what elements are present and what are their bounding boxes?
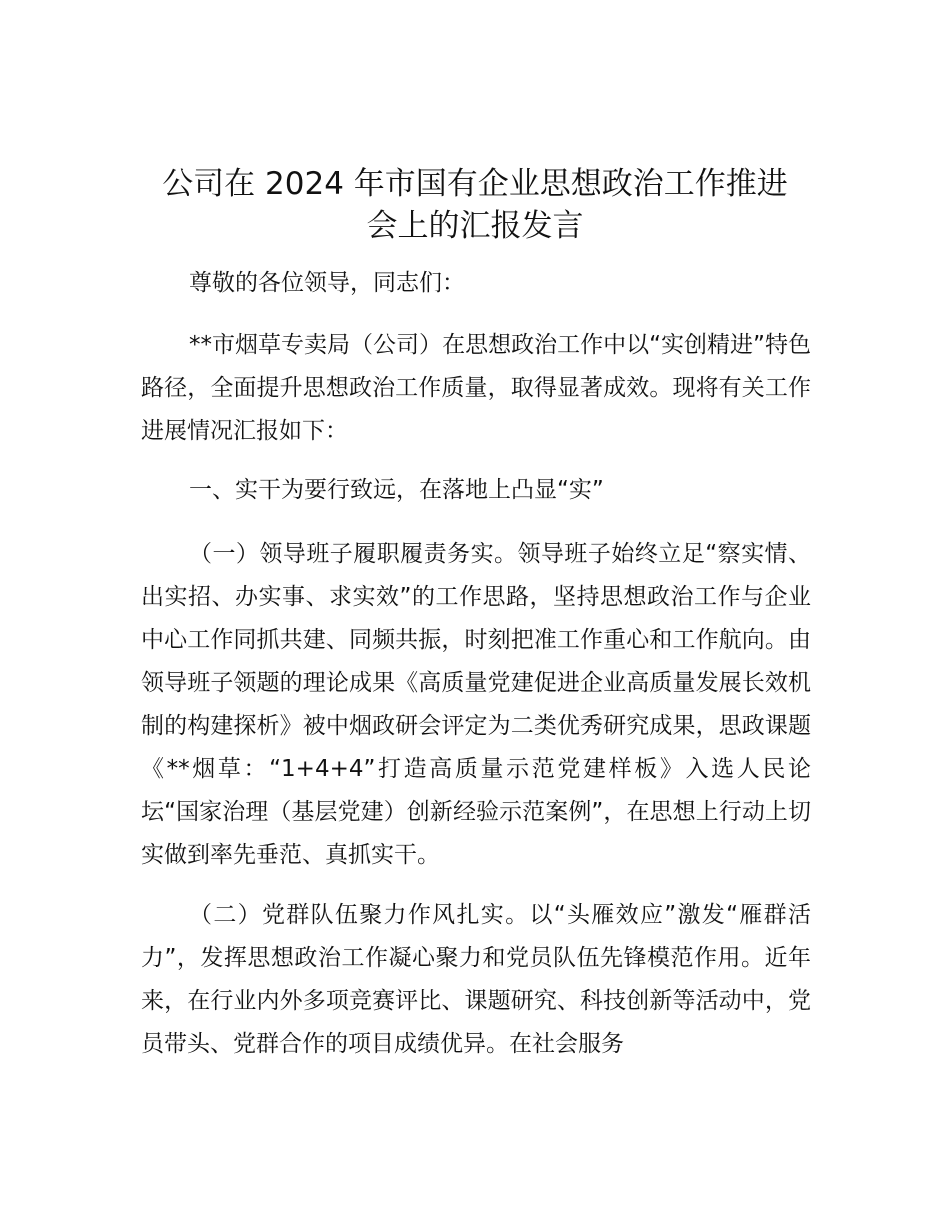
section-heading-1: 一、实干为要行致远，在落地上凸显“实” xyxy=(189,477,604,503)
subsection-paragraph-1: （一）领导班子履职履责务实。领导班子始终立足“察实情、出实招、办实事、求实效”的工作思路，坚持思想政治工作与企业中心工作同抓共建、同频共振，时刻把准工作重心和工作航向。由领导班子领题的理论成果《高质量党建促进企业高质量发展长效机制的构建探析》被中烟政研会评定为二类优秀研究成果，思政课题《**烟草：“1+4+4”打造高质量示范党建样板》入选人民论坛“国家治理（基层党建）创新经验示范案例”，在思想上行动上切实做到率先垂范、真抓实干。 xyxy=(141,541,811,868)
document-title xyxy=(140,163,810,247)
title-line-2: 会上的汇报发言 xyxy=(366,208,584,244)
document-body xyxy=(141,262,811,1066)
subsection-paragraph-2: （二）党群队伍聚力作风扎实。以“头雁效应”激发“雁群活力”，发挥思想政治工作凝心聚力和党员队伍先锋模范作用。近年来，在行业内外多项竞赛评比、课题研究、科技创新等活动中，党员带头、党群合作的项目成绩优异。在社会服务 xyxy=(141,902,811,1057)
salutation: 尊敬的各位领导，同志们： xyxy=(189,270,465,296)
title-line-1: 公司在 2024 年市国有企业思想政治工作推进 xyxy=(162,166,788,202)
intro-paragraph: **市烟草专卖局（公司）在思想政治工作中以“实创精进”特色路径，全面提升思想政治工作质量，取得显著成效。现将有关工作进展情况汇报如下： xyxy=(141,332,811,444)
